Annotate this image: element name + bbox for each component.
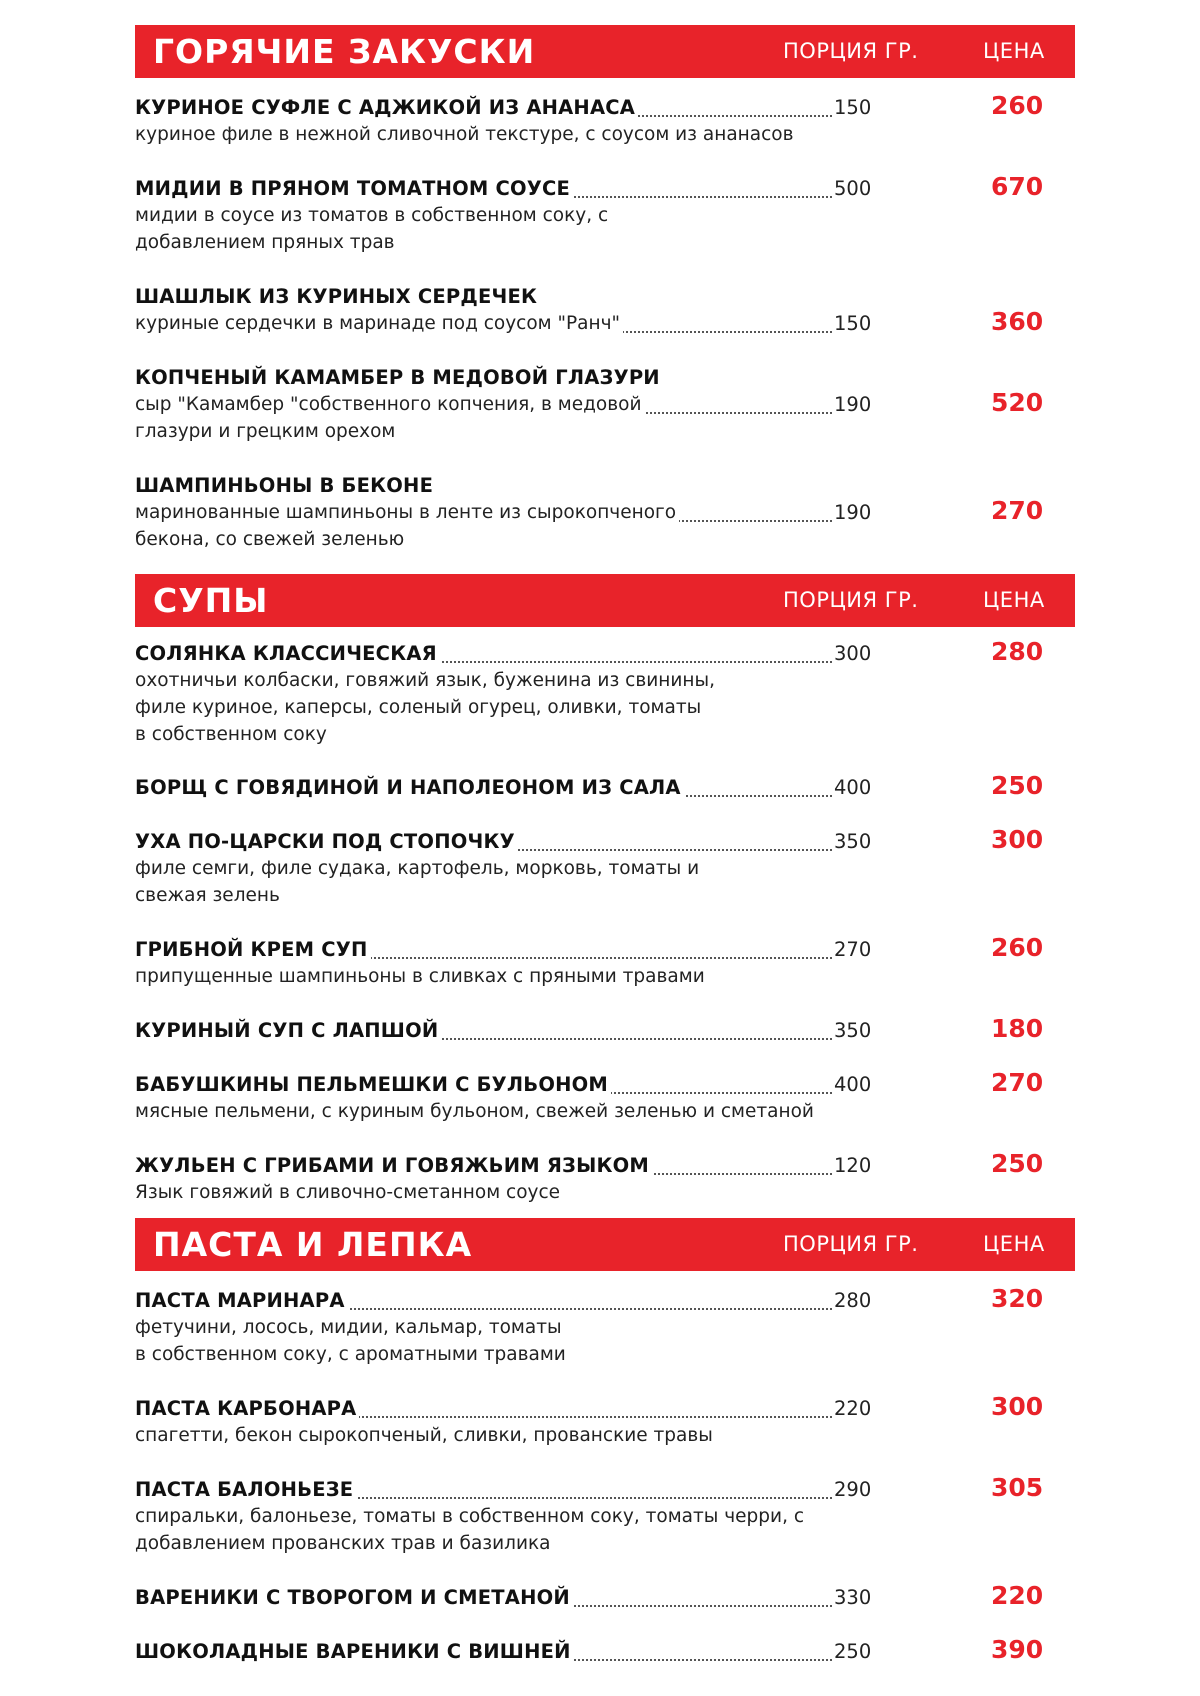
price-column-header: ЦЕНА [983, 588, 1045, 612]
price-column-header: ЦЕНА [983, 1232, 1045, 1256]
portion-weight: 120 [834, 1154, 872, 1177]
portion-weight: 500 [834, 177, 872, 200]
portion-weight: 220 [834, 1397, 872, 1420]
dish-name: ПАСТА КАРБОНАРА [135, 1395, 359, 1422]
dish-description: филе куриное, каперсы, соленый огурец, оливки, томаты [135, 697, 702, 718]
menu-item [135, 1635, 1075, 1665]
dish-price: 300 [991, 1392, 1044, 1421]
dish-price: 670 [991, 172, 1044, 201]
menu-item [135, 637, 1075, 748]
section-header-soups [135, 574, 1075, 627]
dish-name: ШОКОЛАДНЫЕ ВАРЕНИКИ С ВИШНЕЙ [135, 1638, 574, 1665]
dish-description: в собственном соку [135, 724, 327, 745]
dish-price: 220 [991, 1581, 1044, 1610]
dish-name: УХА ПО-ЦАРСКИ ПОД СТОПОЧКУ [135, 828, 518, 855]
dish-description: свежая зелень [135, 885, 280, 906]
dish-price: 320 [991, 1284, 1044, 1313]
dish-price: 270 [991, 1068, 1044, 1097]
portion-weight: 270 [834, 938, 872, 961]
dish-price: 390 [991, 1635, 1044, 1664]
dish-description: припущенные шампиньоны в сливках с пряными травами [135, 966, 705, 987]
dish-name: ЖУЛЬЕН С ГРИБАМИ И ГОВЯЖЬИМ ЯЗЫКОМ [135, 1152, 652, 1179]
portion-weight: 150 [834, 96, 872, 119]
dish-description: куриные сердечки в маринаде под соусом "Ранч" [135, 310, 623, 337]
dish-name: ПАСТА МАРИНАРА [135, 1287, 348, 1314]
dish-price: 250 [991, 771, 1044, 800]
dish-name: КУРИНЫЙ СУП С ЛАПШОЙ [135, 1017, 441, 1044]
dish-price: 180 [991, 1014, 1044, 1043]
dish-description: сыр "Камамбер "собственного копчения, в медовой [135, 391, 645, 418]
menu-item [135, 1284, 1075, 1368]
dish-price: 520 [991, 388, 1044, 417]
menu-item [135, 172, 1075, 256]
portion-weight: 290 [834, 1478, 872, 1501]
section-header-pasta [135, 1218, 1075, 1271]
menu-item [135, 1149, 1075, 1206]
dish-price: 360 [991, 307, 1044, 336]
section-header-hot-appetizers [135, 25, 1075, 78]
dish-price: 280 [991, 637, 1044, 666]
dish-description: филе семги, филе судака, картофель, морковь, томаты и [135, 858, 700, 879]
portion-column-header: ПОРЦИЯ ГР. [783, 1232, 919, 1256]
dish-price: 270 [991, 496, 1044, 525]
dish-price: 260 [991, 91, 1044, 120]
dish-name: ПАСТА БАЛОНЬЕЗЕ [135, 1476, 356, 1503]
portion-weight: 330 [834, 1586, 872, 1609]
portion-weight: 350 [834, 1019, 872, 1042]
portion-weight: 350 [834, 830, 872, 853]
dish-name: БОРЩ С ГОВЯДИНОЙ И НАПОЛЕОНОМ ИЗ САЛА [135, 774, 684, 801]
section-title: ПАСТА И ЛЕПКА [153, 1225, 473, 1264]
dish-description: добавлением прованских трав и базилика [135, 1533, 551, 1554]
section-title: СУПЫ [153, 581, 269, 620]
dish-description: мидии в соусе из томатов в собственном соку, с [135, 205, 609, 226]
menu-item [135, 933, 1075, 990]
dish-description: спагетти, бекон сырокопченый, сливки, прованские травы [135, 1425, 713, 1446]
menu-item [135, 364, 1075, 445]
menu-item [135, 1014, 1075, 1044]
portion-column-header: ПОРЦИЯ ГР. [783, 39, 919, 63]
menu-item [135, 472, 1075, 553]
dish-price: 260 [991, 933, 1044, 962]
menu-page [135, 0, 1075, 1696]
dish-name: КОПЧЕНЫЙ КАМАМБЕР В МЕДОВОЙ ГЛАЗУРИ [135, 364, 663, 391]
menu-item [135, 825, 1075, 909]
menu-item [135, 91, 1075, 148]
portion-weight: 280 [834, 1289, 872, 1312]
dish-description: фетучини, лосось, мидии, кальмар, томаты [135, 1317, 562, 1338]
dish-name: ШАМПИНЬОНЫ В БЕКОНЕ [135, 472, 436, 499]
menu-item [135, 1473, 1075, 1557]
dish-description: в собственном соку, с ароматными травами [135, 1344, 566, 1365]
dish-name: КУРИНОЕ СУФЛЕ С АДЖИКОЙ ИЗ АНАНАСА [135, 94, 638, 121]
dish-name: ВАРЕНИКИ С ТВОРОГОМ И СМЕТАНОЙ [135, 1584, 573, 1611]
portion-weight: 400 [834, 776, 872, 799]
dish-description: добавлением пряных трав [135, 232, 395, 253]
portion-weight: 190 [834, 501, 872, 524]
price-column-header: ЦЕНА [983, 39, 1045, 63]
dish-name: БАБУШКИНЫ ПЕЛЬМЕШКИ С БУЛЬОНОМ [135, 1071, 611, 1098]
dish-name: МИДИИ В ПРЯНОМ ТОМАТНОМ СОУСЕ [135, 175, 573, 202]
portion-weight: 150 [834, 312, 872, 335]
dish-description: Язык говяжий в сливочно-сметанном соусе [135, 1182, 561, 1203]
dish-description: куриное филе в нежной сливочной текстуре, с соусом из ананасов [135, 124, 794, 145]
dish-description: охотничьи колбаски, говяжий язык, буженина из свинины, [135, 670, 715, 691]
dish-description: бекона, со свежей зеленью [135, 529, 405, 550]
menu-item [135, 1068, 1075, 1125]
portion-weight: 250 [834, 1640, 872, 1663]
portion-weight: 190 [834, 393, 872, 416]
dish-price: 305 [991, 1473, 1044, 1502]
menu-item [135, 1392, 1075, 1449]
dish-description: маринованные шампиньоны в ленте из сырокопченого [135, 499, 679, 526]
menu-item [135, 283, 1075, 337]
dish-name: СОЛЯНКА КЛАССИЧЕСКАЯ [135, 640, 440, 667]
portion-weight: 400 [834, 1073, 872, 1096]
dish-price: 300 [991, 825, 1044, 854]
section-title: ГОРЯЧИЕ ЗАКУСКИ [153, 32, 536, 71]
menu-item [135, 1581, 1075, 1611]
dish-price: 250 [991, 1149, 1044, 1178]
dish-description: глазури и грецким орехом [135, 421, 396, 442]
portion-weight: 300 [834, 642, 872, 665]
dish-description: мясные пельмени, с куриным бульоном, свежей зеленью и сметаной [135, 1101, 814, 1122]
dish-name: ГРИБНОЙ КРЕМ СУП [135, 936, 371, 963]
dish-description: спиральки, балоньезе, томаты в собственном соку, томаты черри, с [135, 1506, 804, 1527]
dish-name: ШАШЛЫК ИЗ КУРИНЫХ СЕРДЕЧЕК [135, 283, 540, 310]
menu-item [135, 771, 1075, 801]
portion-column-header: ПОРЦИЯ ГР. [783, 588, 919, 612]
